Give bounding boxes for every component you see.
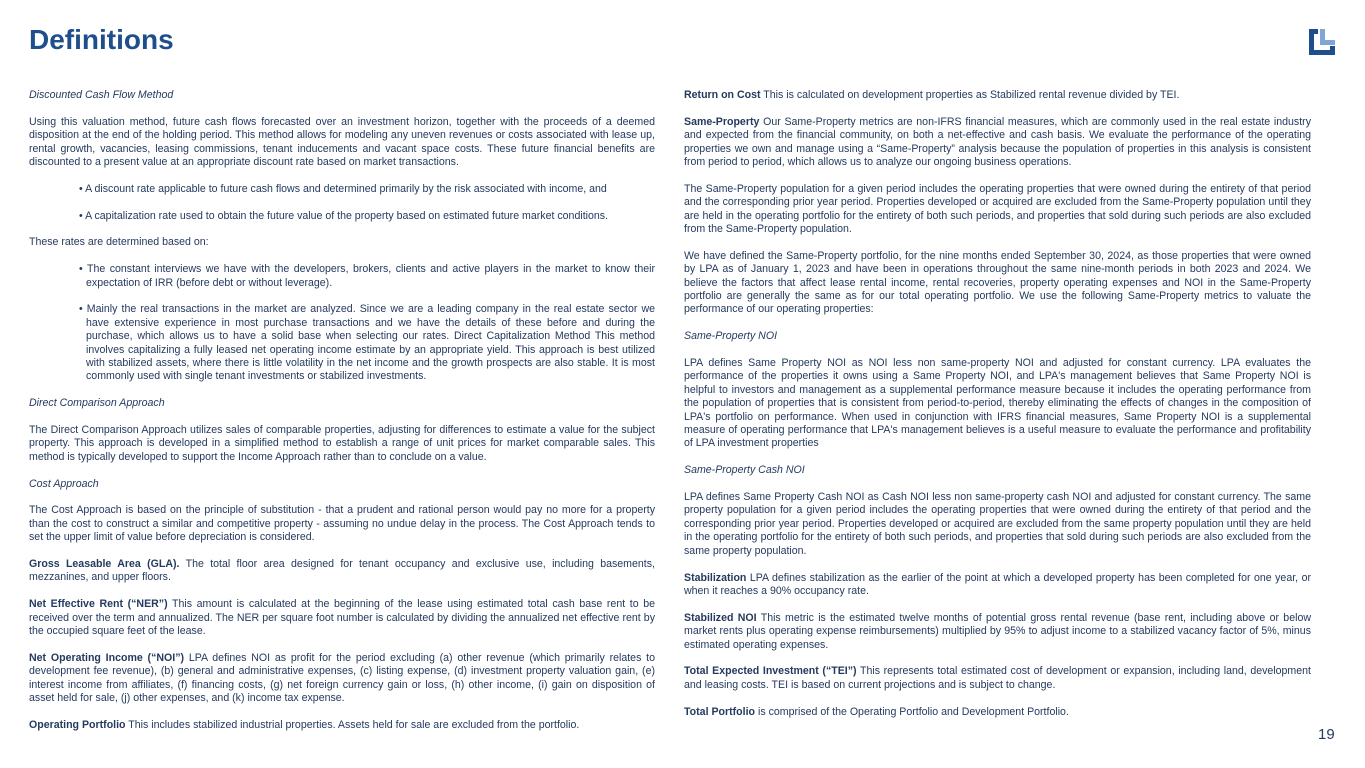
left-column (29, 89, 655, 746)
lpa-corner-logo-icon (1306, 26, 1338, 58)
rates-intro: These rates are determined based on: (29, 236, 209, 249)
sp-population: The Same-Property population for a given period includes the operating properties that were owned during the entirety of that period and the corresponding prior year period. Properties developed or acquired are excluded from the Same-Property population until they are held in the operating portfolio for the entirety of both such periods, and properties that sold during such periods are also excluded from the Same-Property population. (684, 182, 1311, 236)
sp-body: Our Same-Property metrics are non-IFRS financial measures, which are commonly used in the real estate industry and expected from the financial community, on both a net-effective and cash basis. We evaluate the performance of the operating properties we own and manage using a “Same-Property” analysis because the population of properties in this analysis is consistent from period to period, which allows us to analyze our ongoing business operations. (684, 115, 1311, 169)
rates-bullet-interviews: • The constant interviews we have with the developers, brokers, clients and active players in the market to know their expectation of IRR (before debt or without leverage). (79, 263, 655, 289)
snoi-term: Stabilized NOI (684, 611, 757, 624)
right-column (684, 89, 1311, 732)
roc-body: This is calculated on development properties as Stabilized rental revenue divided by TEI. (763, 89, 1180, 101)
dcf-body: Using this valuation method, future cash flows forecasted over an investment horizon, together with the proceeds of a deemed disposition at the end of the holding period. This method allows for modeling any uneven revenues or costs associated with lease up, rental growth, vacancies, leasing commissions, tenant inducements and vacant space costs. These future financial benefits are discounted to a present value at an appropriate discount rate based on market transactions. (29, 115, 655, 169)
snoi-definition (684, 612, 1311, 652)
roc-term: Return on Cost (684, 89, 761, 101)
spnoi-body: LPA defines Same Property NOI as NOI less non same-property NOI and adjusted for constant currency. LPA evaluates the performance of the properties it owns using a Same Property NOI, and LPA's management believes that Same Property NOI is helpful to investors and management as a supplemental performance measure because it includes the operating performance from the population of properties that is consistent from period-to-period, thereby eliminating the effects of changes in the composition of LPA's portfolio on performance. When used in conjunction with IFRS financial measures, Same Property NOI is a supplemental measure of operating performance that LPA's management believes is a useful measure to evaluate the performance and profitability of LPA investment properties (684, 357, 1311, 450)
dca-heading: Direct Comparison Approach (29, 397, 165, 410)
noi-term: Net Operating Income (“NOI”) (29, 651, 185, 664)
page-number: 19 (1318, 726, 1335, 743)
op-body: This includes stabilized industrial properties. Assets held for sale are excluded from the portfolio. (128, 718, 580, 731)
cost-body: The Cost Approach is based on the principle of substitution - that a prudent and rational person would pay no more for a property than the cost to construct a similar and competitive property - assuming no undue delay in the process. The Cost Approach tends to set the upper limit of value before depreciation is considered. (29, 504, 655, 544)
spcash-body: LPA defines Same Property Cash NOI as Cash NOI less non same-property cash NOI and adjusted for constant currency. The same property population for a given period includes the operating properties that were owned during the entirety of that period and the corresponding prior year period. Properties developed or acquired are excluded from the same property population until they are held in the operating portfolio for the entirety of both such periods, and properties that sold during such periods are also excluded from the same property population. (684, 491, 1311, 557)
tp-body: is comprised of the Operating Portfolio and Development Portfolio. (757, 705, 1069, 718)
spnoi-heading: Same-Property NOI (684, 330, 778, 343)
spcash-heading: Same-Property Cash NOI (684, 464, 805, 477)
roc-definition (684, 89, 1311, 102)
sp-term: Same-Property (684, 115, 760, 128)
tp-term: Total Portfolio (684, 705, 756, 718)
page-title: Definitions (29, 24, 174, 55)
gla-body: The total floor area designed for tenant occupancy and exclusive use, including basements, mezzanines, and upper floors. (29, 558, 655, 584)
noi-body: LPA defines NOI as profit for the period excluding (a) other revenue (which primarily relates to development fee revenue), (b) general and administrative expenses, (c) listing expense, (d) investment property valuation gain, (e) interest income from affiliates, (f) financing costs, (g) net foreign currency gain or loss, (h) other income, (i) gain on disposition of asset held for sale, (j) other expenses, and (k) income tax expense. (29, 651, 655, 705)
noi-definition (29, 652, 655, 706)
op-definition (29, 719, 655, 732)
sp-definition (684, 116, 1311, 170)
stab-body: LPA defines stabilization as the earlier of the point at which a developed property has been completed for one year, or when it reaches a 90% occupancy rate. (684, 571, 1311, 597)
snoi-body: This metric is the estimated twelve months of potential gross rental revenue (base rent, including above or below market rents plus operating expense reimbursements) multiplied by 95% to adjust income to a stabilized vacancy factor of 5%, minus estimated operating expenses. (684, 611, 1311, 651)
stab-term: Stabilization (684, 571, 747, 584)
ner-body: This amount is calculated at the beginning of the lease using estimated total cash base rent to be received over the term and annualized. The NER per square foot number is calculated by dividing the annualized net effective rent by the occupied square feet of the lease. (29, 598, 655, 638)
ner-definition (29, 598, 655, 638)
cost-heading: Cost Approach (29, 477, 99, 490)
tei-body: This represents total estimated cost of development or expansion, including land, development and leasing costs. TEI is based on current projections and is subject to change. (684, 665, 1311, 691)
dcf-heading: Discounted Cash Flow Method (29, 89, 174, 101)
dca-body: The Direct Comparison Approach utilizes sales of comparable properties, adjusting for differences to estimate a value for the subject property. This approach is developed in a simplified method to establish a range of unit prices for market comparable sales. This method is typically developed to support the Income Approach rather than to conclude on a value. (29, 424, 655, 463)
dcf-bullet-cap-rate: • A capitalization rate used to obtain the future value of the property based on estimated future market conditions. (79, 209, 609, 222)
tei-definition (684, 665, 1311, 692)
rates-bullet-transactions: • Mainly the real transactions in the market are analyzed. Since we are a leading company in the real estate sector we have extensive experience in most purchase transactions and we have the details of these before and during the purchase, which allows us to have a solid base when selecting our rates. Direct Capitalization Method This method involves capitalizing a fully leased net operating income estimate by an appropriate yield. This approach is best utilized with stabilized assets, where there is little volatility in the net income and the growth prospects are also stable. It is most commonly used with single tenant investments or stabilized investments. (79, 303, 655, 383)
gla-term: Gross Leasable Area (GLA). (29, 558, 180, 571)
ner-term: Net Effective Rent (“NER”) (29, 598, 168, 611)
dcf-bullet-discount-rate: • A discount rate applicable to future cash flows and determined primarily by the risk associated with income, and (79, 182, 607, 195)
tp-definition (684, 706, 1311, 719)
gla-definition (29, 558, 655, 585)
op-term: Operating Portfolio (29, 718, 126, 731)
sp-defined: We have defined the Same-Property portfolio, for the nine months ended September 30, 2024, as those properties that were owned by LPA as of January 1, 2023 and have been in operations throughout the same nine-month periods in both 2023 and 2024. We believe the factors that affect lease rental income, rental recoveries, property operating expenses and NOI in the Same-Property portfolio are generally the same as for our total operating portfolio. We use the following Same-Property metrics to valuate the performance of our operating properties: (684, 249, 1311, 316)
stab-definition (684, 572, 1311, 599)
tei-term: Total Expected Investment (“TEI”) (684, 665, 857, 678)
